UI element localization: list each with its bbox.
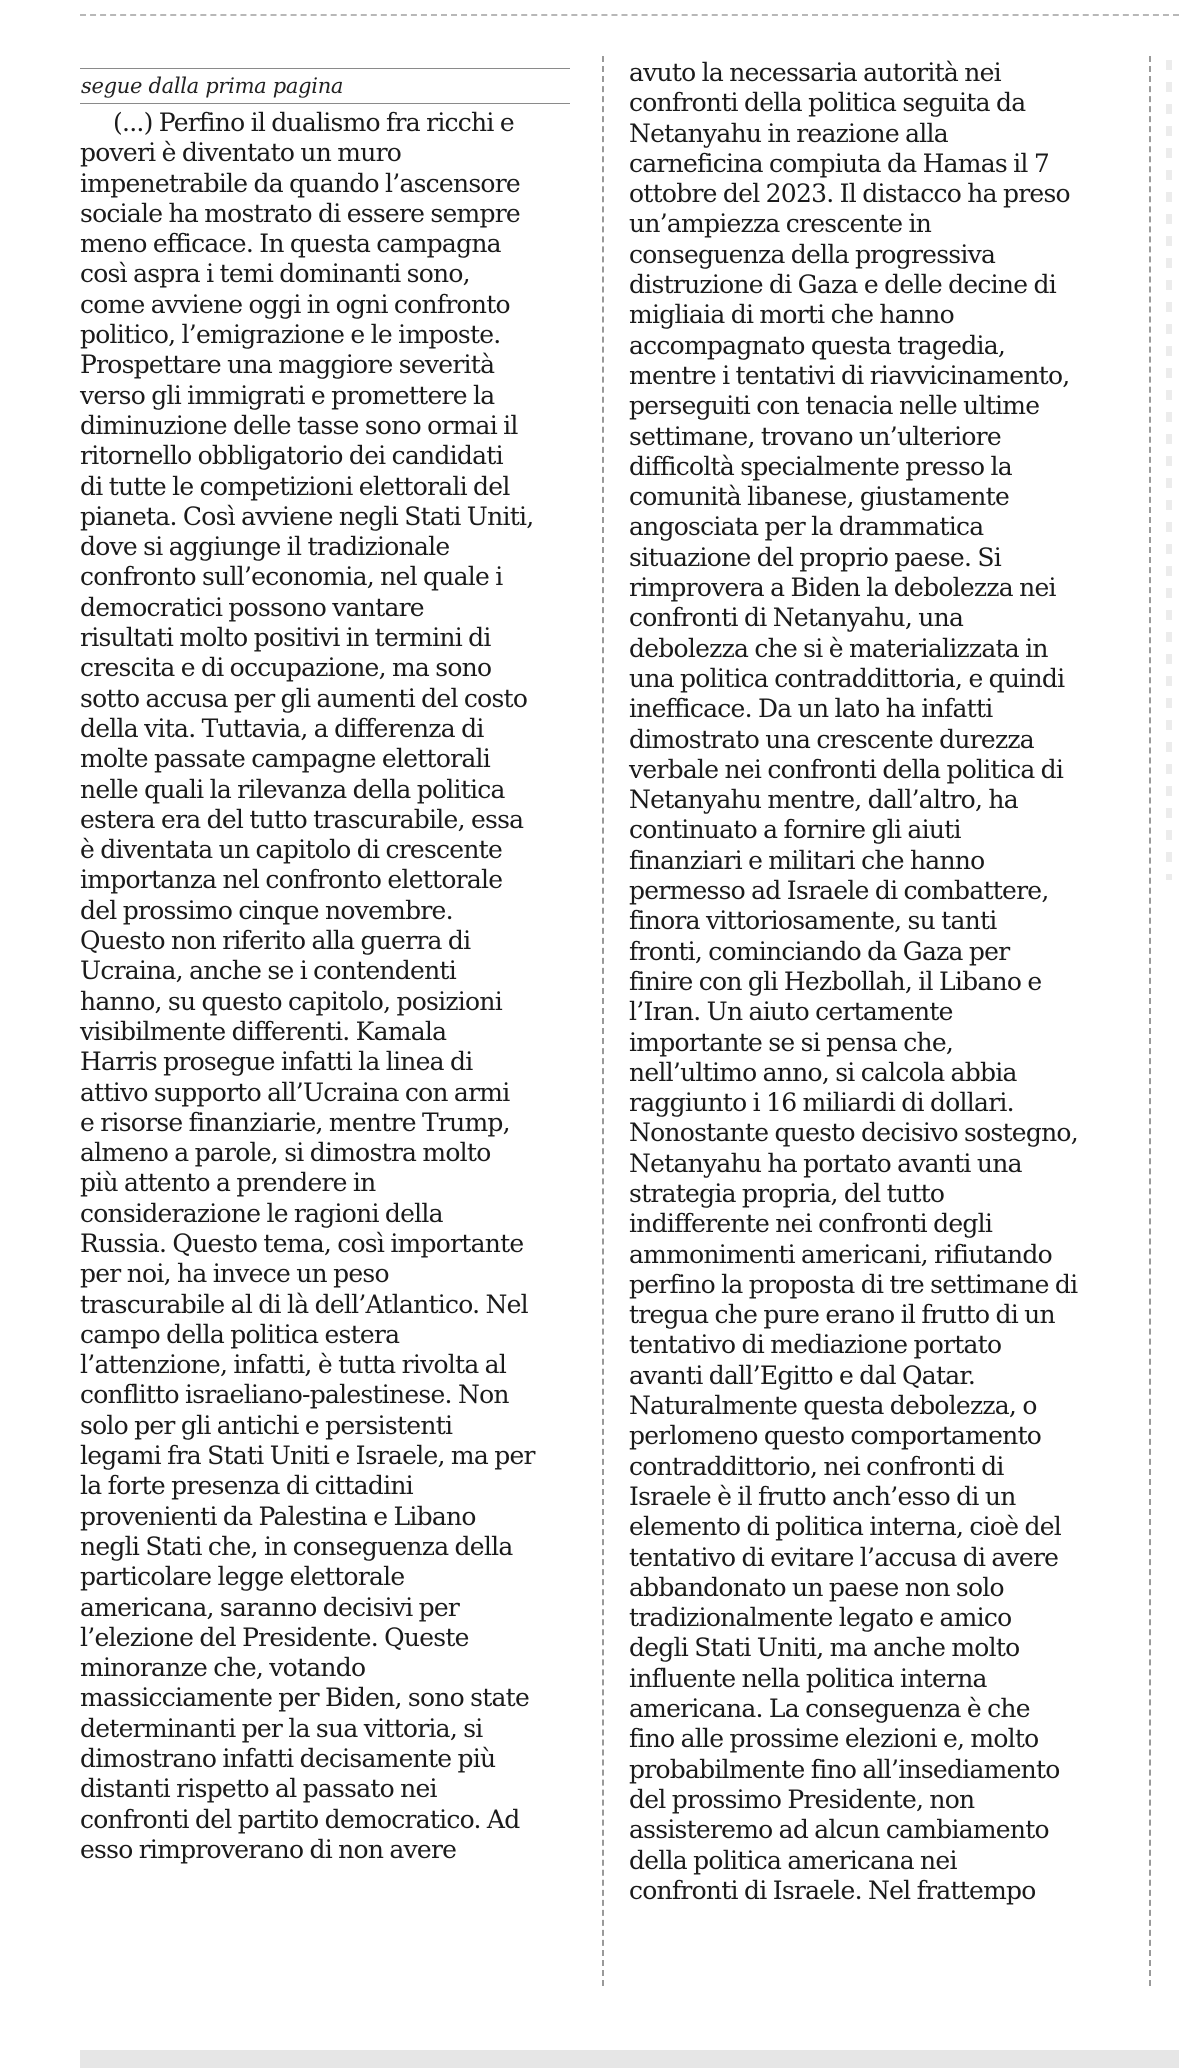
top-dashed-rule — [80, 14, 1179, 16]
adjacent-column-bleed — [1166, 60, 1172, 880]
bottom-gray-band — [80, 2050, 1179, 2068]
right-column-text: avuto la necessaria autorità nei confronti della politica seguita da Netanyahu in reazione alla carneficina compiuta da Hamas il 7 ottobre del 2023. Il distacco ha preso un’ampiezza crescente in conseguenza della progressiva distruzione di Gaza e delle decine di migliaia di morti che hanno accompagnato questa tragedia, mentre i tentativi di riavvicinamento, perseguiti con tenacia nelle ultime settimane, trovano un’ulteriore difficoltà specialmente presso la comunità libanese, giustamente angosciata per la drammatica situazione del proprio paese. Si rimprovera a Biden la debolezza nei confronti di Netanyahu, una debolezza che si è materializzata in una politica contraddittoria, e quindi inefficace. Da un lato ha infatti dimostrato una crescente durezza verbale nei confronti della politica di Netanyahu mentre, dall’altro, ha continuato a fornire gli aiuti finanziari e militari che hanno permesso ad Israele di combattere, finora vittoriosamente, su tanti fronti, cominciando da Gaza per finire con gli Hezbollah, il Libano e l’Iran. Un aiuto certamente importante se si pensa che, nell’ultimo anno, si calcola abbia raggiunto i 16 miliardi di dollari. Nonostante questo decisivo sostegno, Netanyahu ha portato avanti una strategia propria, del tutto indifferente nei confronti degli ammonimenti americani, rifiutando perfino la proposta di tre settimane di tregua che pure erano il frutto di un tentativo di mediazione portato avanti dall’Egitto e dal Qatar. Naturalmente questa debolezza, o perlomeno questo comportamento contraddittorio, nei confronti di Israele è il frutto anch’esso di un elemento di politica interna, cioè del tentativo di evitare l’accusa di avere abbandonato un paese non solo tradizionalmente legato e amico degli Stati Uniti, ma anche molto influente nella politica interna americana. La conseguenza è che fino alle prossime elezioni e, molto probabilmente fino all’insediamento del prossimo Presidente, non assisteremo ad alcun cambiamento della politica americana nei confronti di Israele. Nel frattempo — [629, 58, 1078, 1905]
right-edge-separator — [1149, 56, 1151, 1986]
column-separator — [602, 56, 604, 1986]
article-column-right — [629, 58, 1129, 1906]
article-column-left — [80, 68, 570, 1865]
continuation-kicker: segue dalla prima pagina — [81, 74, 344, 98]
kicker-rule-bottom — [80, 103, 570, 104]
left-column-text: (...) Perfino il dualismo fra ricchi e poveri è diventato un muro impenetrabile da quando l’ascensore sociale ha mostrato di essere sempre meno efficace. In questa campagna così aspra i temi dominanti sono, come avviene oggi in ogni confronto politico, l’emigrazione e le imposte. Prospettare una maggiore severità verso gli immigrati e promettere la diminuzione delle tasse sono ormai il ritornello obbligatorio dei candidati di tutte le competizioni elettorali del pianeta. Così avviene negli Stati Uniti, dove si aggiunge il tradizionale confronto sull’economia, nel quale i democratici possono vantare risultati molto positivi in termini di crescita e di occupazione, ma sono sotto accusa per gli aumenti del costo della vita. Tuttavia, a differenza di molte passate campagne elettorali nelle quali la rilevanza della politica estera era del tutto trascurabile, essa è diventata un capitolo di crescente importanza nel confronto elettorale del prossimo cinque novembre. Questo non riferito alla guerra di Ucraina, anche se i contendenti hanno, su questo capitolo, posizioni visibilmente differenti. Kamala Harris prosegue infatti la linea di attivo supporto all’Ucraina con armi e risorse finanziarie, mentre Trump, almeno a parole, si dimostra molto più attento a prendere in considerazione le ragioni della Russia. Questo tema, così importante per noi, ha invece un peso trascurabile al di là dell’Atlantico. Nel campo della politica estera l’attenzione, infatti, è tutta rivolta al conflitto israeliano-palestinese. Non solo per gli antichi e persistenti legami fra Stati Uniti e Israele, ma per la forte presenza di cittadini provenienti da Palestina e Libano negli Stati che, in conseguenza della particolare legge elettorale americana, saranno decisivi per l’elezione del Presidente. Queste minoranze che, votando massicciamente per Biden, sono state determinanti per la sua vittoria, si dimostrano infatti decisamente più distanti rispetto al passato nei confronti del partito democratico. Ad esso rimproverano di non avere — [80, 108, 535, 1864]
